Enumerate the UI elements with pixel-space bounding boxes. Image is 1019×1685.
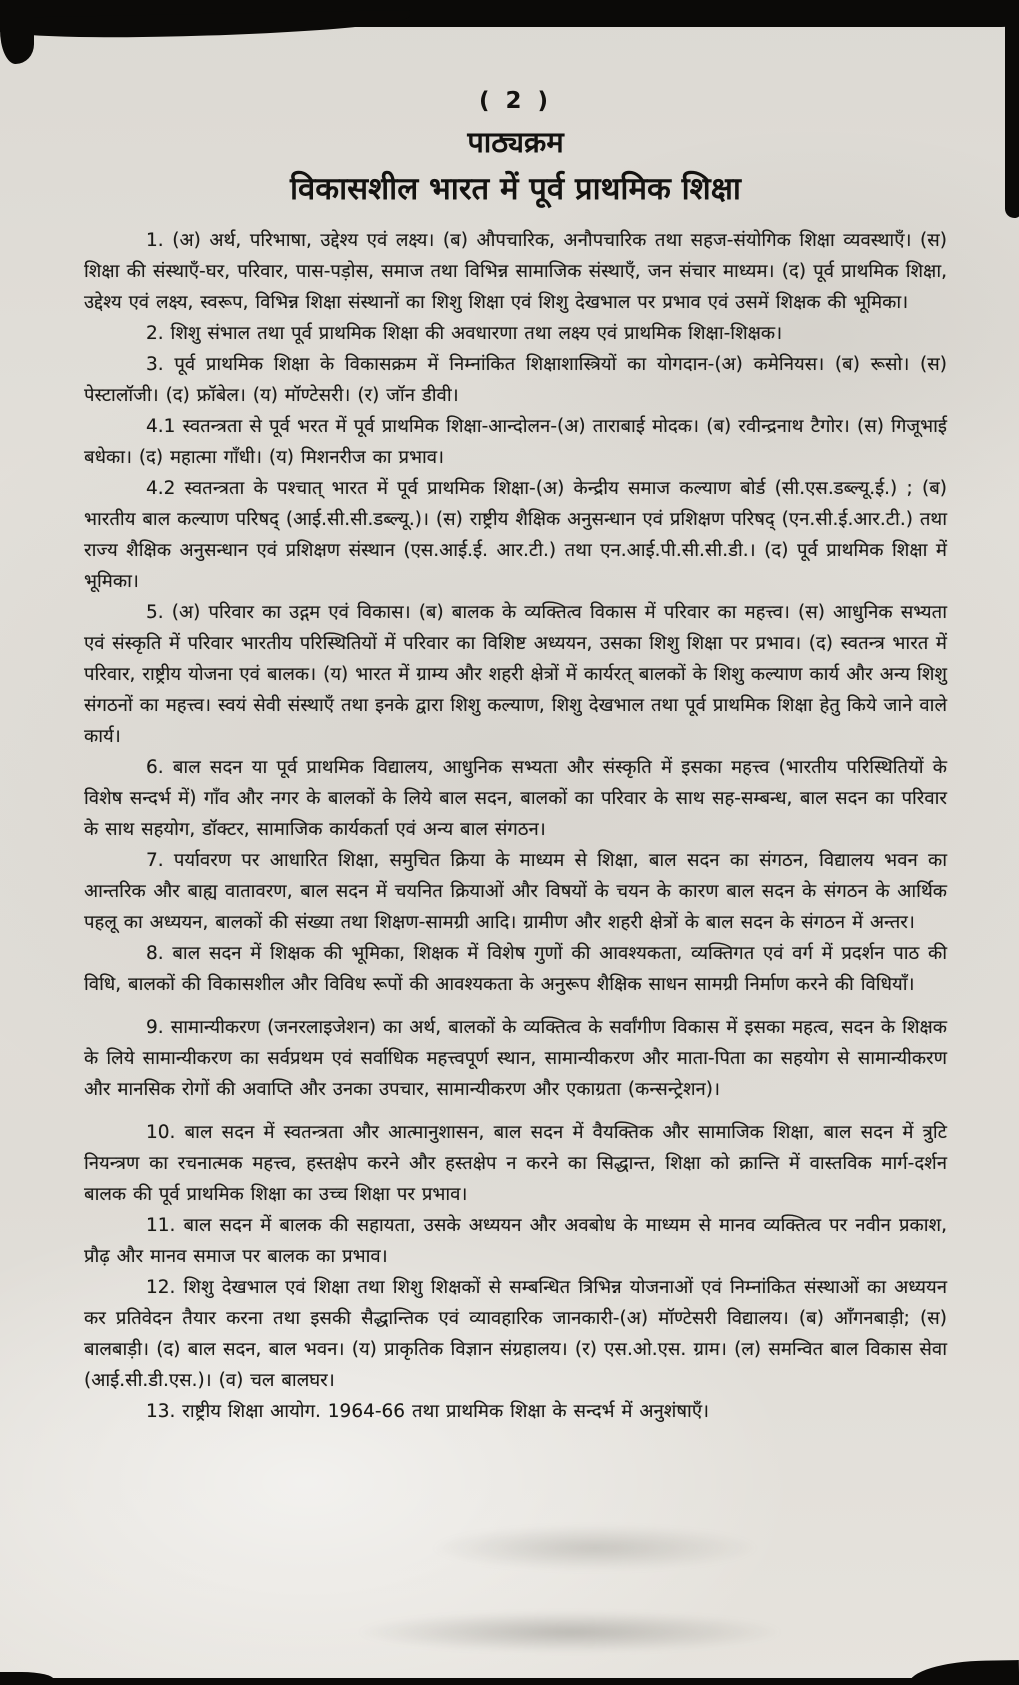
syllabus-paragraph: 7. पर्यावरण पर आधारित शिक्षा, समुचित क्रिया के माध्यम से शिक्षा, बाल सदन का संगठन, विद्यालय भवन का आन्तरिक और बाह्य वातावरण, बाल सदन में चयनित क्रियाओं और विषयों के चयन के कारण बाल सदन के संगठन के आर्थिक पहलू का अध्ययन, बालकों की संख्या तथा शिक्षण-सामग्री आदि। ग्रामीण और शहरी क्षेत्रों के बाल सदन के संगठन में अन्तर। [84, 850, 947, 933]
syllabus-paragraph: 5. (अ) परिवार का उद्गम एवं विकास। (ब) बालक के व्यक्तित्व विकास में परिवार का महत्त्व। (स) आधुनिक सभ्यता एवं संस्कृति में परिवार भारतीय परिस्थितियों में परिवार का विशिष्ट अध्ययन, उसका शिशु शिक्षा पर प्रभाव। (द) स्वतन्त्र भारत में परिवार, राष्ट्रीय योजना एवं बालक। (य) भारत में ग्राम्य और शहरी क्षेत्रों में कार्यरत् बालकों के शिशु कल्याण कार्य और अन्य शिशु संगठनों का महत्त्व। स्वयं सेवी संस्थाएँ तथा इनके द्वारा शिशु कल्याण, शिशु देखभाल तथा पूर्व प्राथमिक शिक्षा हेतु किये जाने वाले कार्य। [84, 602, 947, 747]
syllabus-paragraph: 8. बाल सदन में शिक्षक की भूमिका, शिक्षक में विशेष गुणों की आवश्यकता, व्यक्तिगत एवं वर्ग में प्रदर्शन पाठ की विधि, बालकों की विकासशील और विविध रूपों की आवश्यकता के अनुरूप शैक्षिक साधन सामग्री निर्माण करने की विधियाँ। [84, 943, 947, 995]
syllabus-paragraph: 6. बाल सदन या पूर्व प्राथमिक विद्यालय, आधुनिक सभ्यता और संस्कृति में इसका महत्त्व (भारतीय परिस्थितियों के विशेष सन्दर्भ में) गाँव और नगर के बालकों के लिये बाल सदन, बालकों का परिवार के साथ सह-सम्बन्ध, बाल सदन का परिवार के साथ सहयोग, डॉक्टर, सामाजिक कार्यकर्ता एवं अन्य बाल संगठन। [84, 757, 947, 840]
ink-bleedthrough-smudge [360, 1612, 780, 1652]
document-content [84, 88, 947, 1427]
ink-bleedthrough-smudge [430, 1525, 760, 1571]
paragraph-list [84, 225, 947, 1427]
syllabus-paragraph: 10. बाल सदन में स्वतन्त्रता और आत्मानुशासन, बाल सदन में वैयक्तिक और सामाजिक शिक्षा, बाल सदन में त्रुटि नियन्त्रण का रचनात्मक महत्त्व, हस्तक्षेप करने और हस्तक्षेप न करने का सिद्धान्त, शिक्षा को क्रान्ति में वास्तविक मार्ग-दर्शन बालक की पूर्व प्राथमिक शिक्षा का उच्च शिक्षा पर प्रभाव। [84, 1122, 947, 1205]
scan-border-bottom-right [909, 1660, 1019, 1685]
syllabus-paragraph: 9. सामान्यीकरण (जनरलाइजेशन) का अर्थ, बालकों के व्यक्तित्व के सर्वांगीण विकास में इसका महत्व, सदन के शिक्षक के लिये सामान्यीकरण का सर्वप्रथम एवं सर्वाधिक महत्त्वपूर्ण स्थान, सामान्यीकरण और माता-पिता का सहयोग से सामान्यीकरण और मानसिक रोगों की अवाप्ति और उनका उपचार, सामान्यीकरण और एकाग्रता (कन्सन्ट्रेशन)। [84, 1017, 947, 1100]
scan-border-bottom [0, 1678, 1019, 1685]
page-title: विकासशील भारत में पूर्व प्राथमिक शिक्षा [290, 171, 741, 207]
document-heading: पाठ्यक्रम [467, 125, 564, 159]
syllabus-paragraph: 4.1 स्वतन्त्रता से पूर्व भरत में पूर्व प्राथमिक शिक्षा-आन्दोलन-(अ) ताराबाई मोदक। (ब) रवीन्द्रनाथ टैगोर। (स) गिजूभाई बधेका। (द) महात्मा गाँधी। (य) मिशनरीज का प्रभाव। [84, 416, 947, 468]
syllabus-paragraph: 11. बाल सदन में बालक की सहायता, उसके अध्ययन और अवबोध के माध्यम से मानव व्यक्तित्व पर नवीन प्रकाश, प्रौढ़ और मानव समाज पर बालक का प्रभाव। [84, 1215, 947, 1267]
syllabus-paragraph: 13. राष्ट्रीय शिक्षा आयोग. 1964-66 तथा प्राथमिक शिक्षा के सन्दर्भ में अनुशंषाएँ। [146, 1401, 710, 1422]
page-number: ( 2 ) [478, 88, 553, 114]
scan-border-top-left [0, 0, 34, 64]
scan-border-right [1005, 0, 1019, 218]
syllabus-paragraph: 4.2 स्वतन्त्रता के पश्चात् भारत में पूर्व प्राथमिक शिक्षा-(अ) केन्द्रीय समाज कल्याण बोर्ड (सी.एस.डब्ल्यू.ई.) ; (ब) भारतीय बाल कल्याण परिषद् (आई.सी.सी.डब्ल्यू.)। (स) राष्ट्रीय शैक्षिक अनुसन्धान एवं प्रशिक्षण परिषद् (एन.सी.ई.आर.टी.) तथा राज्य शैक्षिक अनुसन्धान एवं प्रशिक्षण संस्थान (एस.आई.ई. आर.टी.) तथा एन.आई.पी.सी.सी.डी.। (द) पूर्व प्राथमिक शिक्षा में भूमिका। [84, 478, 947, 592]
syllabus-paragraph: 1. (अ) अर्थ, परिभाषा, उद्देश्य एवं लक्ष्य। (ब) औपचारिक, अनौपचारिक तथा सहज-संयोगिक शिक्षा व्यवस्थाएँ। (स) शिक्षा की संस्थाएँ-घर, परिवार, पास-पड़ोस, समाज तथा विभिन्न सामाजिक संस्थाएँ, जन संचार माध्यम। (द) पूर्व प्राथमिक शिक्षा, उद्देश्य एवं लक्ष्य, स्वरूप, विभिन्न शिक्षा संस्थानों का शिशु शिक्षा एवं शिशु देखभाल पर प्रभाव एवं उसमें शिक्षक की भूमिका। [84, 230, 947, 313]
syllabus-paragraph: 3. पूर्व प्राथमिक शिक्षा के विकासक्रम में निम्नांकित शिक्षाशास्त्रियों का योगदान-(अ) कमेनियस। (ब) रूसो। (स) पेस्टालॉजी। (द) फ्रॉबेल। (य) मॉण्टेसरी। (र) जॉन डीवी। [84, 354, 947, 406]
scan-border-bottom-left [0, 1672, 54, 1685]
syllabus-paragraph: 12. शिशु देखभाल एवं शिक्षा तथा शिशु शिक्षकों से सम्बन्धित त्रिभिन्न योजनाओं एवं निम्नांकित संस्थाओं का अध्ययन कर प्रतिवेदन तैयार करना तथा इसकी सैद्धान्तिक एवं व्यावहारिक जानकारी-(अ) मॉण्टेसरी विद्यालय। (ब) आँगनबाड़ी; (स) बालबाड़ी। (द) बाल सदन, बाल भवन। (य) प्राकृतिक विज्ञान संग्रहालय। (र) एस.ओ.एस. ग्राम। (ल) समन्वित बाल विकास सेवा (आई.सी.डी.एस.)। (व) चल बालघर। [84, 1277, 947, 1391]
syllabus-paragraph: 2. शिशु संभाल तथा पूर्व प्राथमिक शिक्षा की अवधारणा तथा लक्ष्य एवं प्राथमिक शिक्षा-शिक्षक। [146, 323, 783, 344]
